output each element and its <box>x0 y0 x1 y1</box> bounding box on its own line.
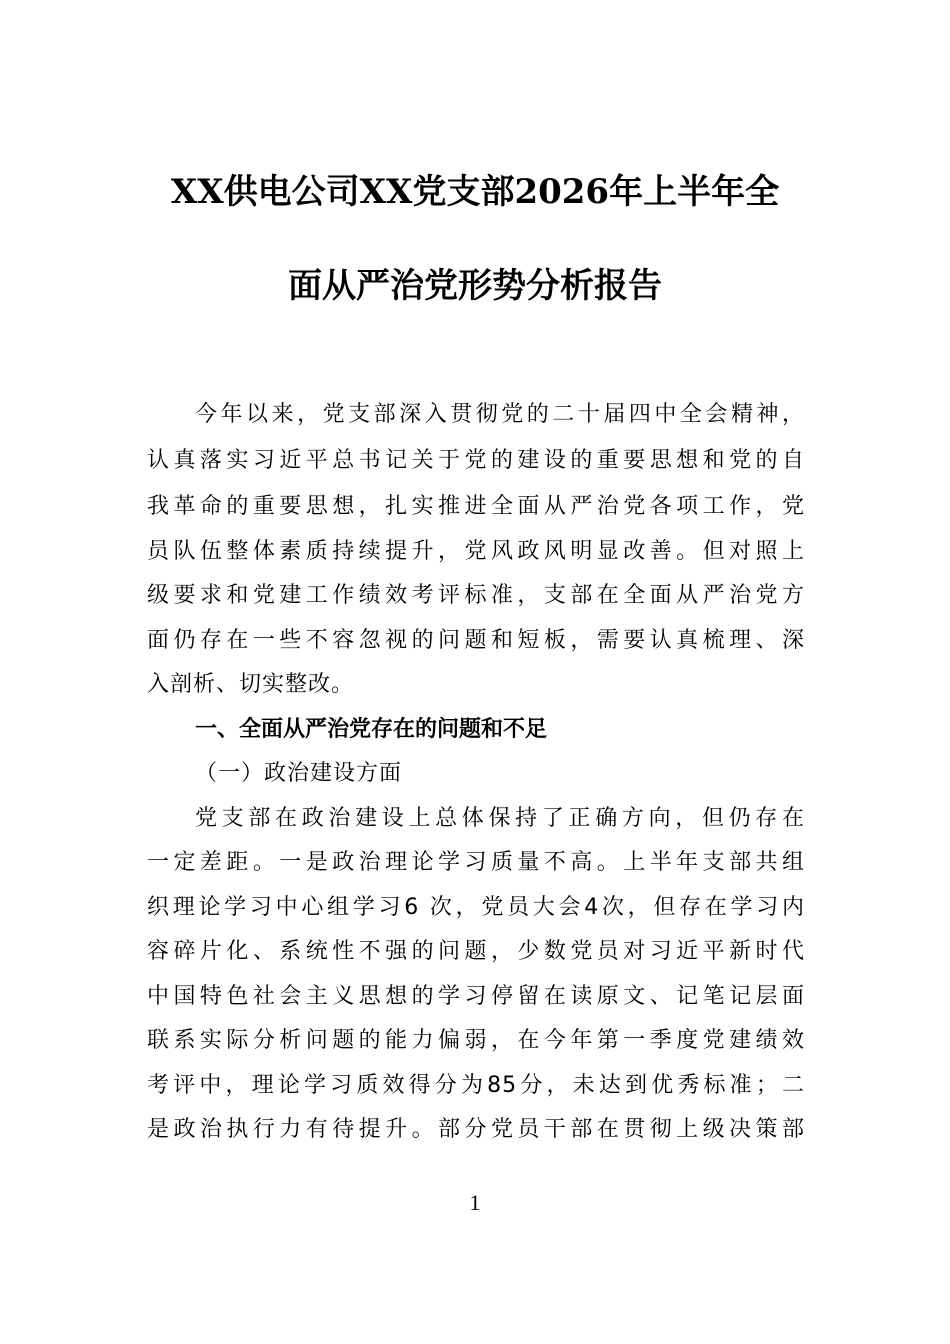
document-title-line-2: 面从严治党形势分析报告 <box>288 266 662 306</box>
subsection-heading: （一）政治建设方面 <box>195 761 403 786</box>
intro-paragraph-line: 面仍存在一些不容忽视的问题和短板，需要认真梳理、深 <box>147 628 805 653</box>
intro-paragraph-line: 员队伍整体素质持续提升，党风政风明显改善。但对照上 <box>147 539 805 564</box>
body-paragraph-line: 一定差距。一是政治理论学习质量不高。上半年支部共组 <box>147 850 805 875</box>
document-title-line-1: XX供电公司XX党支部2026年上半年全 <box>170 172 780 212</box>
section-heading: 一、全面从严治党存在的问题和不足 <box>195 717 548 742</box>
body-paragraph-line: 织理论学习中心组学习6 次，党员大会4次，但存在学习内 <box>147 895 805 920</box>
intro-paragraph-line: 入剖析、切实整改。 <box>147 672 355 697</box>
body-paragraph-line: 考评中，理论学习质效得分为85分，未达到优秀标准；二 <box>147 1073 805 1098</box>
body-paragraph-line: 党支部在政治建设上总体保持了正确方向，但仍存在 <box>195 806 805 831</box>
body-paragraph-line: 中国特色社会主义思想的学习停留在读原文、记笔记层面 <box>147 984 805 1009</box>
intro-paragraph-line: 级要求和党建工作绩效考评标准，支部在全面从严治党方 <box>147 583 805 608</box>
body-paragraph-line: 容碎片化、系统性不强的问题，少数党员对习近平新时代 <box>147 939 805 964</box>
intro-paragraph-line: 今年以来，党支部深入贯彻党的二十届四中全会精神， <box>195 402 805 427</box>
intro-paragraph-line: 认真落实习近平总书记关于党的建设的重要思想和党的自 <box>147 448 805 473</box>
body-paragraph-line: 是政治执行力有待提升。部分党员干部在贯彻上级决策部 <box>147 1117 805 1142</box>
body-paragraph-line: 联系实际分析问题的能力偏弱，在今年第一季度党建绩效 <box>147 1028 805 1053</box>
intro-paragraph-line: 我革命的重要思想，扎实推进全面从严治党各项工作，党 <box>147 494 805 519</box>
page-number: 1 <box>469 1190 481 1215</box>
